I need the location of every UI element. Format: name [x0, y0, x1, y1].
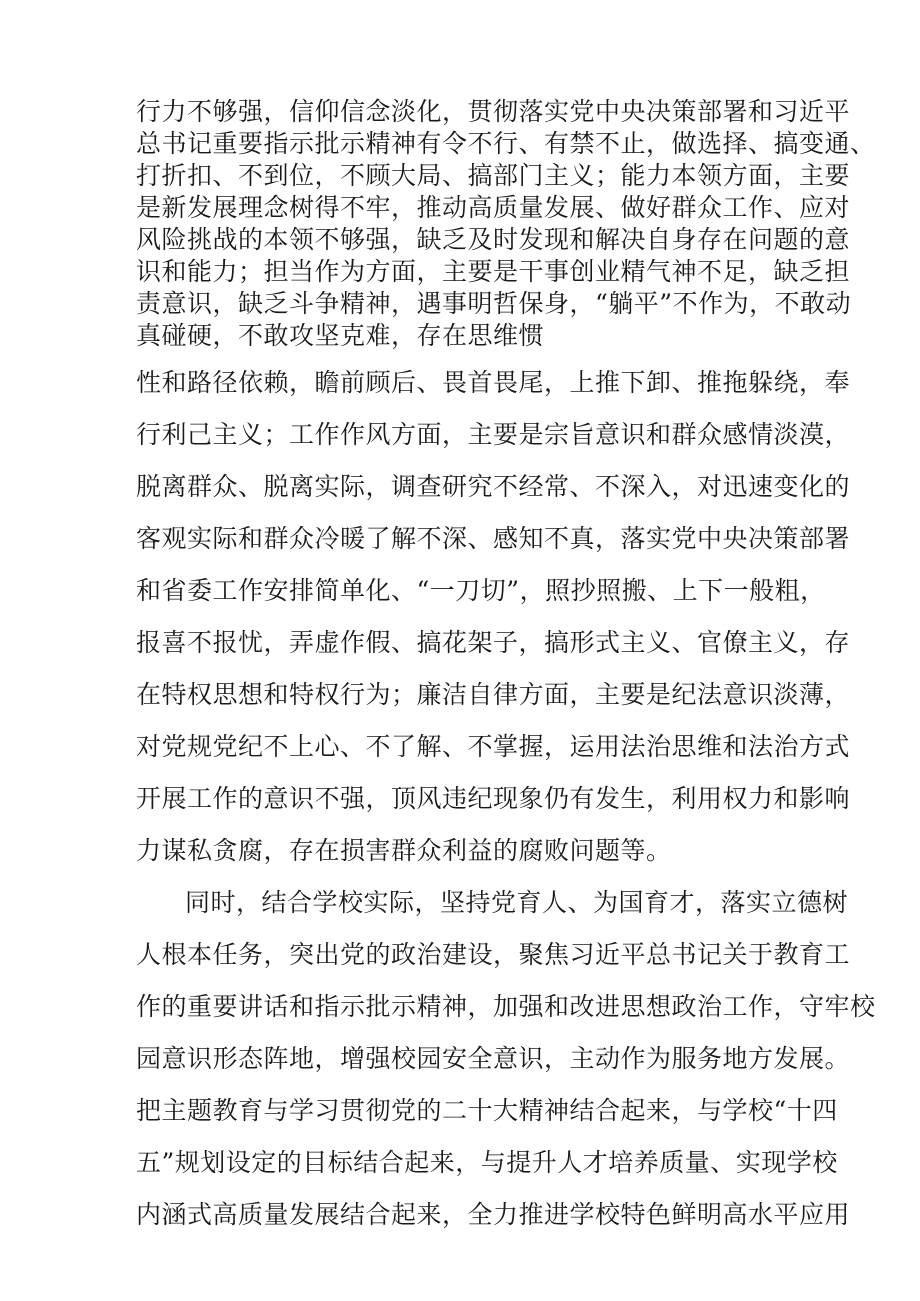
text-line: 人根本任务，突出党的政治建设，聚焦习近平总书记关于教育工	[136, 940, 851, 969]
text-line: 行力不够强，信仰信念淡化，贯彻落实党中央决策部署和习近平	[136, 97, 851, 126]
text-line: 作的重要讲话和指示批示精神，加强和改进思想政治工作，守牢校	[136, 992, 876, 1021]
text-line: 是新发展理念树得不牢，推动高质量发展、做好群众工作、应对	[136, 193, 851, 222]
text-line: 性和路径依赖，瞻前顾后、畏首畏尾，上推下卸、推拖躲绕，奉	[136, 368, 851, 397]
text-line: 真碰硬，不敢攻坚克难，存在思维惯	[136, 321, 545, 350]
text-line: 和省委工作安排简单化、“一刀切”，照抄照搬、上下一般粗，	[136, 576, 826, 605]
paragraph-first-line: 同时，结合学校实际，坚持党育人、为国育才，落实立德树	[185, 888, 849, 917]
text-line: 把主题教育与学习贯彻党的二十大精神结合起来，与学校“十四	[136, 1096, 838, 1125]
text-line: 客观实际和群众冷暖了解不深、感知不真，落实党中央决策部署	[136, 524, 851, 553]
text-line: 风险挑战的本领不够强，缺乏及时发现和解决自身存在问题的意	[136, 225, 851, 254]
text-line: 识和能力；担当作为方面，主要是干事创业精气神不足，缺乏担	[136, 257, 851, 286]
text-line: 内涵式高质量发展结合起来，全力推进学校特色鲜明高水平应用	[136, 1200, 851, 1229]
text-line: 力谋私贪腐，存在损害群众利益的腐败问题等。	[136, 836, 672, 865]
text-line: 五”规划设定的目标结合起来，与提升人才培养质量、实现学校	[136, 1148, 838, 1177]
text-line: 报喜不报忧，弄虚作假、搞花架子，搞形式主义、官僚主义，存	[136, 628, 851, 657]
text-line: 打折扣、不到位，不顾大局、搞部门主义；能力本领方面，主要	[136, 161, 851, 190]
text-line: 总书记重要指示批示精神有令不行、有禁不止，做选择、搞变通、	[136, 129, 876, 158]
text-line: 对党规党纪不上心、不了解、不掌握，运用法治思维和法治方式	[136, 732, 851, 761]
text-line: 开展工作的意识不强，顶风违纪现象仍有发生，利用权力和影响	[136, 784, 851, 813]
text-line: 脱离群众、脱离实际，调查研究不经常、不深入，对迅速变化的	[136, 472, 851, 501]
text-line: 行利己主义；工作作风方面，主要是宗旨意识和群众感情淡漠，	[136, 420, 851, 449]
text-line: 在特权思想和特权行为；廉洁自律方面，主要是纪法意识淡薄，	[136, 680, 851, 709]
text-line: 责意识，缺乏斗争精神，遇事明哲保身，“躺平”不作为，不敢动	[136, 289, 852, 318]
text-line: 园意识形态阵地，增强校园安全意识，主动作为服务地方发展。	[136, 1044, 851, 1073]
